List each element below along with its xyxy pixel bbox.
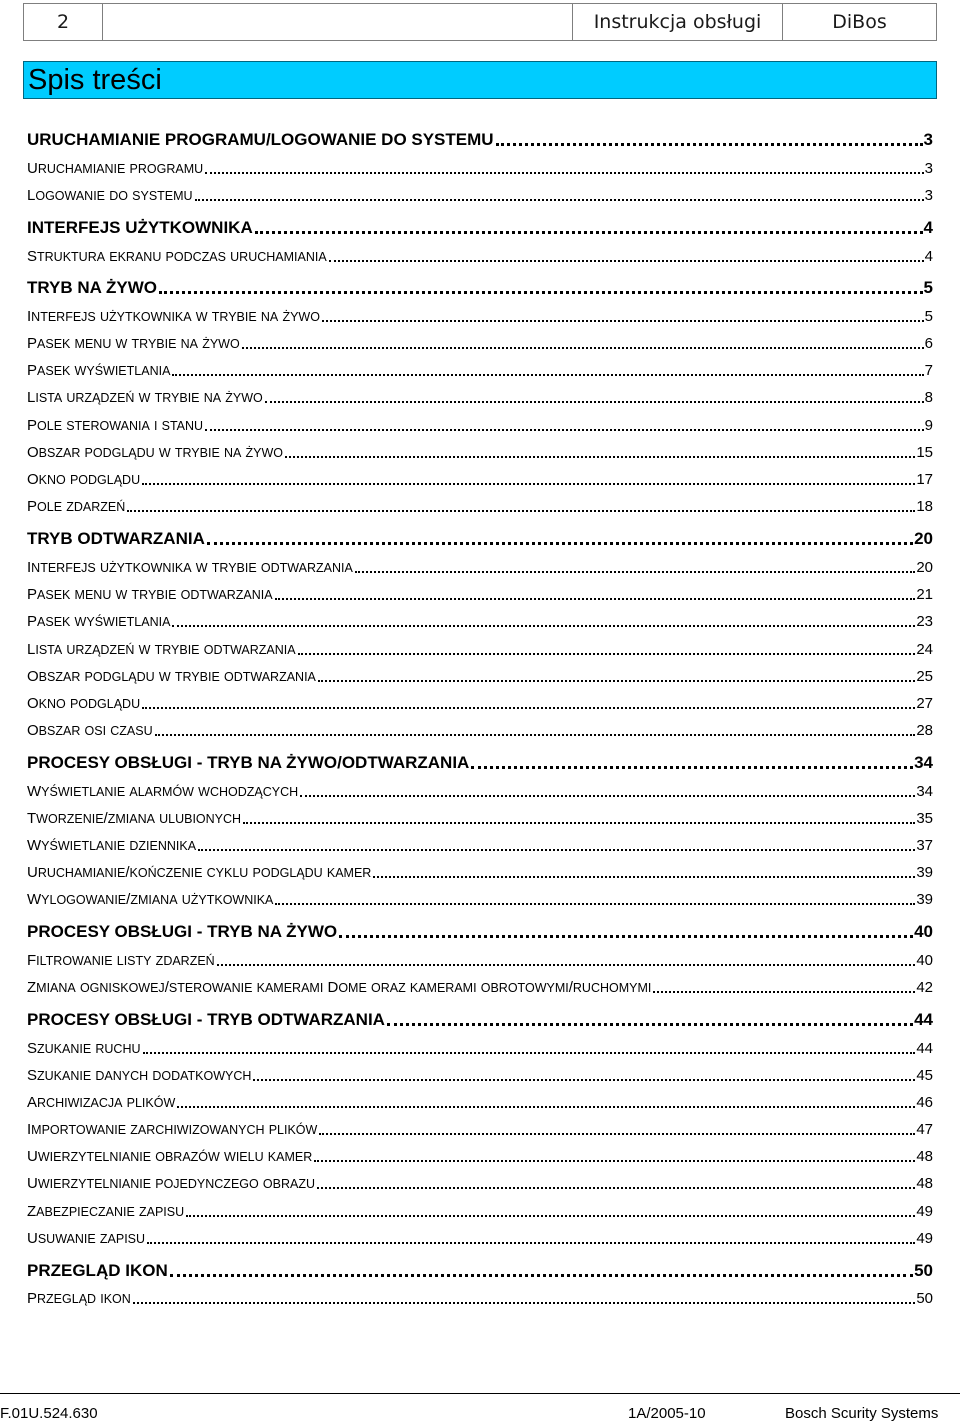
toc-section-entry[interactable] (27, 1119, 933, 1139)
toc-leader-dots (207, 541, 913, 545)
toc-entry-label: LISTA URZĄDZEŃ W TRYBIE NA ŻYWO (27, 389, 263, 406)
toc-leader-dots (265, 400, 924, 403)
toc-entry-label: UWIERZYTELNIANIE POJEDYNCZEGO OBRAZU (27, 1175, 316, 1192)
toc-entry-page: 37 (916, 837, 933, 854)
footer-doc-code: F.01U.524.630 (0, 1405, 98, 1422)
toc-entry-label: OBSZAR PODGLĄDU W TRYBIE NA ŻYWO (27, 444, 284, 461)
toc-section-entry[interactable] (27, 1228, 933, 1248)
toc-entry-page: 48 (916, 1175, 933, 1192)
toc-section-entry[interactable] (27, 1173, 933, 1193)
toc-leader-dots (496, 142, 923, 146)
toc-entry-page: 20 (914, 529, 933, 548)
toc-leader-dots (387, 1022, 913, 1026)
toc-leader-dots (275, 597, 916, 600)
toc-entry-page: 24 (916, 641, 933, 658)
toc-entry-page: 40 (914, 922, 933, 941)
toc-entry-page: 48 (916, 1148, 933, 1165)
toc-section-entry[interactable] (27, 158, 933, 178)
header-doc-title: Instrukcja obsługi (573, 4, 783, 40)
toc-leader-dots (186, 1214, 915, 1217)
toc-section-entry[interactable] (27, 584, 933, 604)
toc-entry-label: OBSZAR OSI CZASU (27, 722, 153, 739)
toc-entry-label: WYŚWIETLANIE DZIENNIKA (27, 837, 197, 854)
toc-entry-page: 5 (924, 308, 933, 325)
toc-entry-label: PRZEGLĄD IKON (27, 1261, 168, 1280)
toc-entry-page: 4 (924, 248, 933, 265)
toc-entry-page: 50 (916, 1290, 933, 1307)
toc-chapter-entry[interactable] (27, 751, 933, 773)
toc-entry-label: INTERFEJS UŻYTKOWNIKA W TRYBIE NA ŻYWO (27, 308, 320, 325)
toc-section-entry[interactable] (27, 666, 933, 686)
toc-entry-page: 47 (916, 1121, 933, 1138)
toc-entry-page: 44 (914, 1010, 933, 1029)
toc-entry-page: 18 (916, 498, 933, 515)
toc-entry-label: TRYB ODTWARZANIA (27, 529, 205, 548)
toc-entry-label: URUCHAMIANIE PROGRAMU (27, 160, 204, 177)
toc-entry-page: 40 (916, 952, 933, 969)
toc-leader-dots (275, 902, 915, 905)
toc-entry-label: STRUKTURA EKRANU PODCZAS URUCHAMIANIA (27, 248, 327, 265)
toc-section-entry[interactable] (27, 1288, 933, 1308)
toc-leader-dots (170, 1273, 913, 1277)
toc-leader-dots (133, 1301, 916, 1304)
toc-entry-page: 6 (924, 335, 933, 352)
toc-leader-dots (255, 230, 923, 234)
toc-leader-dots (317, 1186, 915, 1189)
toc-entry-page: 49 (916, 1203, 933, 1220)
toc-entry-page: 34 (916, 783, 933, 800)
toc-section-entry[interactable] (27, 639, 933, 659)
toc-leader-dots (243, 821, 915, 824)
toc-leader-dots (319, 1132, 915, 1135)
toc-section-entry[interactable] (27, 889, 933, 909)
toc-leader-dots (253, 1078, 915, 1081)
toc-entry-label: PROCESY OBSŁUGI - TRYB NA ŻYWO (27, 922, 338, 941)
toc-leader-dots (142, 482, 915, 485)
toc-leader-dots (217, 963, 916, 966)
toc-entry-label: FILTROWANIE LISTY ZDARZEŃ (27, 952, 215, 969)
toc-section-entry[interactable] (27, 185, 933, 205)
toc-entry-page: 3 (924, 187, 933, 204)
toc-section-entry[interactable] (27, 808, 933, 828)
toc-section-entry[interactable] (27, 1146, 933, 1166)
toc-entry-page: 17 (916, 471, 933, 488)
toc-section-entry[interactable] (27, 611, 933, 631)
toc-entry-label: ZABEZPIECZANIE ZAPISU (27, 1203, 185, 1220)
toc-chapter-entry[interactable] (27, 128, 933, 150)
toc-leader-dots (471, 765, 913, 769)
toc-leader-dots (285, 455, 915, 458)
toc-chapter-entry[interactable] (27, 276, 933, 298)
toc-section-entry[interactable] (27, 360, 933, 380)
toc-section-entry[interactable] (27, 415, 933, 435)
toc-leader-dots (172, 373, 923, 376)
toc-entry-page: 28 (916, 722, 933, 739)
toc-entry-label: USUWANIE ZAPISU (27, 1230, 146, 1247)
toc-entry-page: 9 (924, 417, 933, 434)
toc-section-entry[interactable] (27, 720, 933, 740)
toc-leader-dots (159, 290, 923, 294)
toc-entry-page: 39 (916, 864, 933, 881)
toc-section-entry[interactable] (27, 1201, 933, 1221)
page-header (23, 3, 937, 41)
toc-leader-dots (143, 1051, 916, 1054)
toc-entry-label: SZUKANIE DANYCH DODATKOWYCH (27, 1067, 252, 1084)
toc-entry-label: POLE ZDARZEŃ (27, 498, 126, 515)
toc-leader-dots (322, 319, 924, 322)
toc-entry-label: PROCESY OBSŁUGI - TRYB NA ŻYWO/ODTWARZANIA (27, 753, 470, 772)
toc-entry-page: 42 (916, 979, 933, 996)
toc-section-entry[interactable] (27, 387, 933, 407)
toc-entry-page: 15 (916, 444, 933, 461)
toc-leader-dots (205, 171, 924, 174)
toc-section-entry[interactable] (27, 693, 933, 713)
toc-section-entry[interactable] (27, 306, 933, 326)
toc-entry-page: 49 (916, 1230, 933, 1247)
toc-entry-page: 45 (916, 1067, 933, 1084)
toc-entry-label: URUCHAMIANIE/KOŃCZENIE CYKLU PODGLĄDU KAMER (27, 864, 372, 881)
header-brand: DiBos (832, 11, 887, 33)
toc-leader-dots (127, 509, 915, 512)
toc-entry-label: PRZEGLĄD IKON (27, 1290, 131, 1307)
toc-entry-page: 3 (924, 160, 933, 177)
toc-leader-dots (205, 428, 924, 431)
toc-leader-dots (314, 1159, 915, 1162)
toc-section-entry[interactable] (27, 1065, 933, 1085)
toc-chapter-entry[interactable] (27, 527, 933, 549)
toc-chapter-entry[interactable] (27, 1259, 933, 1281)
toc-entry-label: INTERFEJS UŻYTKOWNIKA W TRYBIE ODTWARZANIA (27, 559, 353, 576)
toc-section-entry[interactable] (27, 977, 933, 997)
toc-entry-page: 21 (916, 586, 933, 603)
toc-section-entry[interactable] (27, 557, 933, 577)
toc-entry-page: 46 (916, 1094, 933, 1111)
toc-entry-label: PASEK MENU W TRYBIE ODTWARZANIA (27, 586, 273, 603)
toc-leader-dots (653, 990, 915, 993)
toc-entry-label: LOGOWANIE DO SYSTEMU (27, 187, 193, 204)
toc-entry-label: ZMIANA OGNISKOWEJ/STEROWANIE KAMERAMI DOME ORAZ KAMERAMI OBROTOWYMI/RUCHOMYMI (27, 979, 652, 996)
toc-entry-label: OBSZAR PODGLĄDU W TRYBIE ODTWARZANIA (27, 668, 316, 685)
toc-leader-dots (298, 652, 916, 655)
toc-leader-dots (198, 848, 915, 851)
toc-entry-label: LISTA URZĄDZEŃ W TRYBIE ODTWARZANIA (27, 641, 296, 658)
toc-leader-dots (355, 570, 916, 573)
toc-entry-label: WYLOGOWANIE/ZMIANA UŻYTKOWNIKA (27, 891, 274, 908)
toc-section-entry[interactable] (27, 1038, 933, 1058)
header-page-number: 2 (24, 4, 103, 40)
footer-company: Bosch Scurity Systems (785, 1405, 939, 1422)
toc-leader-dots (329, 259, 924, 262)
toc-entry-label: INTERFEJS UŻYTKOWNIKA (27, 218, 253, 237)
toc-entry-label: PROCESY OBSŁUGI - TRYB ODTWARZANIA (27, 1010, 385, 1029)
toc-chapter-entry[interactable] (27, 1008, 933, 1030)
toc-entry-page: 7 (924, 362, 933, 379)
toc-entry-label: TWORZENIE/ZMIANA ULUBIONYCH (27, 810, 242, 827)
toc-entry-label: SZUKANIE RUCHU (27, 1040, 141, 1057)
toc-entry-label: WYŚWIETLANIE ALARMÓW WCHODZĄCYCH (27, 783, 299, 800)
toc-entry-label: PASEK WYŚWIETLANIA (27, 613, 171, 630)
toc-leader-dots (172, 624, 915, 627)
toc-entry-page: 5 (923, 278, 933, 297)
toc-section-entry[interactable] (27, 469, 933, 489)
toc-leader-dots (195, 198, 924, 201)
toc-section-entry[interactable] (27, 333, 933, 353)
toc-leader-dots (339, 934, 913, 938)
toc-leader-dots (242, 346, 924, 349)
toc-entry-page: 39 (916, 891, 933, 908)
footer-divider (0, 1393, 960, 1394)
toc-entry-page: 27 (916, 695, 933, 712)
toc-heading: Spis treści (23, 61, 937, 99)
toc-section-entry[interactable] (27, 781, 933, 801)
toc-entry-page: 34 (914, 753, 933, 772)
toc-leader-dots (373, 875, 915, 878)
toc-entry-page: 20 (916, 559, 933, 576)
toc-entry-page: 44 (916, 1040, 933, 1057)
footer-version: 1A/2005-10 (628, 1405, 706, 1422)
toc-leader-dots (142, 706, 915, 709)
toc-entry-label: PASEK WYŚWIETLANIA (27, 362, 171, 379)
toc-entry-page: 35 (916, 810, 933, 827)
toc-entry-label: OKNO PODGLĄDU (27, 471, 141, 488)
toc-entry-label: ARCHIWIZACJA PLIKÓW (27, 1094, 176, 1111)
toc-entry-page: 3 (923, 130, 933, 149)
toc-entry-label: PASEK MENU W TRYBIE NA ŻYWO (27, 335, 240, 352)
toc-entry-label: UWIERZYTELNIANIE OBRAZÓW WIELU KAMER (27, 1148, 313, 1165)
toc-leader-dots (177, 1105, 915, 1108)
toc-entry-page: 23 (916, 613, 933, 630)
toc-section-entry[interactable] (27, 496, 933, 516)
toc-entry-page: 50 (914, 1261, 933, 1280)
toc-entry-label: TRYB NA ŻYWO (27, 278, 158, 297)
toc-section-entry[interactable] (27, 862, 933, 882)
toc-leader-dots (300, 794, 915, 797)
toc-entry-label: URUCHAMIANIE PROGRAMU/LOGOWANIE DO SYSTEMU (27, 130, 494, 149)
toc-section-entry[interactable] (27, 950, 933, 970)
toc-chapter-entry[interactable] (27, 920, 933, 942)
header-blank-cell (103, 4, 573, 40)
toc-section-entry[interactable] (27, 1092, 933, 1112)
toc-entry-page: 4 (923, 218, 933, 237)
toc-entry-page: 25 (916, 668, 933, 685)
toc-entry-label: POLE STEROWANIA I STANU (27, 417, 204, 434)
toc-entry-label: OKNO PODGLĄDU (27, 695, 141, 712)
toc-entry-label: IMPORTOWANIE ZARCHIWIZOWANYCH PLIKÓW (27, 1121, 318, 1138)
toc-entry-page: 8 (924, 389, 933, 406)
toc-section-entry[interactable] (27, 835, 933, 855)
toc-leader-dots (147, 1241, 915, 1244)
toc-section-entry[interactable] (27, 442, 933, 462)
toc-chapter-entry[interactable] (27, 216, 933, 238)
toc-leader-dots (318, 679, 915, 682)
toc-leader-dots (155, 733, 916, 736)
toc-section-entry[interactable] (27, 246, 933, 266)
